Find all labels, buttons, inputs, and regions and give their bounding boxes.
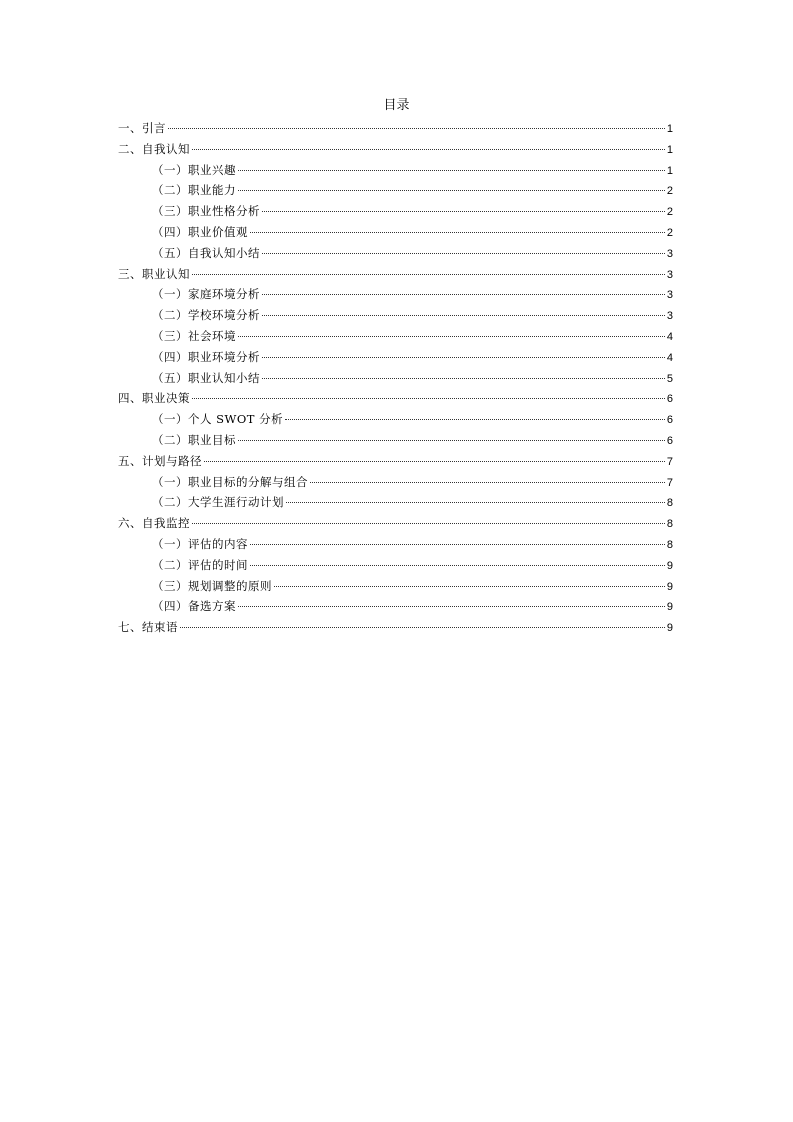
toc-entry-label: 一、引言: [118, 121, 166, 135]
toc-entry-page-number: 2: [666, 226, 673, 239]
toc-entry-page-number: 8: [666, 518, 673, 531]
toc-entry[interactable]: [118, 472, 673, 493]
toc-entry[interactable]: [118, 430, 673, 451]
toc-dot-leader: [250, 565, 665, 566]
toc-dot-leader: [238, 606, 665, 607]
toc-entry-page-number: 2: [666, 206, 673, 219]
toc-entry[interactable]: [118, 388, 673, 409]
toc-title: 目录: [383, 98, 410, 113]
toc-entry-page-number: 3: [666, 268, 673, 281]
toc-dot-leader: [238, 336, 665, 337]
toc-entry-page-number: 3: [666, 289, 673, 302]
toc-dot-leader: [310, 482, 665, 483]
toc-entry[interactable]: [118, 222, 673, 243]
toc-entry[interactable]: [118, 409, 673, 430]
toc-dot-leader: [192, 523, 665, 524]
toc-entry-page-number: 6: [666, 414, 673, 427]
toc-entry[interactable]: [118, 534, 673, 555]
toc-entry-label: （四）职业价值观: [152, 224, 248, 239]
toc-entry[interactable]: [118, 118, 673, 139]
toc-dot-leader: [274, 586, 665, 587]
toc-dot-leader: [262, 253, 665, 254]
toc-entry[interactable]: [118, 451, 673, 472]
toc-entry-label: （一）职业目标的分解与组合: [152, 474, 308, 489]
toc-entry-label: （二）职业能力: [152, 183, 236, 198]
toc-dot-leader: [238, 440, 665, 441]
toc-dot-leader: [250, 544, 665, 545]
toc-entry-label: 四、职业决策: [118, 391, 190, 406]
toc-entry-page-number: 5: [666, 372, 673, 385]
toc-entry[interactable]: [118, 264, 673, 285]
toc-entry-label: （三）规划调整的原则: [152, 578, 272, 593]
toc-entry-label: （二）学校环境分析: [152, 308, 260, 323]
toc-entry[interactable]: [118, 513, 673, 534]
toc-entry[interactable]: [118, 305, 673, 326]
toc-entry[interactable]: [118, 201, 673, 222]
toc-entry-page-number: 2: [666, 185, 673, 198]
toc-entry-page-number: 1: [666, 143, 673, 156]
toc-entry-label: （五）职业认知小结: [152, 370, 260, 385]
toc-entry-page-number: 1: [666, 123, 673, 135]
toc-entry[interactable]: [118, 492, 673, 513]
toc-entry[interactable]: [118, 368, 673, 389]
toc-entry[interactable]: [118, 347, 673, 368]
toc-entry[interactable]: [118, 160, 673, 181]
toc-entry-label: （一）评估的内容: [152, 536, 248, 551]
toc-entry[interactable]: [118, 243, 673, 264]
toc-dot-leader: [285, 419, 665, 420]
toc-dot-leader: [262, 357, 665, 358]
toc-dot-leader: [262, 378, 665, 379]
toc-dot-leader: [250, 232, 665, 233]
toc-dot-leader: [168, 128, 665, 129]
toc-entry-label: （二）职业目标: [152, 432, 236, 447]
toc-entry-page-number: 3: [666, 247, 673, 260]
toc-entry-label: （一）个人 SWOT 分析: [152, 412, 284, 427]
toc-entry[interactable]: [118, 139, 673, 160]
toc-entry-page-number: 3: [666, 310, 673, 323]
toc-dot-leader: [204, 461, 665, 462]
toc-entry-page-number: 6: [666, 393, 673, 406]
toc-entry-page-number: 9: [666, 580, 673, 593]
toc-entry-label: 三、职业认知: [118, 266, 190, 281]
toc-dot-leader: [262, 211, 665, 212]
toc-entry-label: （二）大学生涯行动计划: [152, 495, 284, 510]
toc-entry[interactable]: [118, 284, 673, 305]
toc-entry-label: 二、自我认知: [118, 141, 190, 156]
toc-entry-label: （五）自我认知小结: [152, 245, 260, 260]
toc-entry-label: （三）社会环境: [152, 328, 236, 343]
toc-entry-label: （四）备选方案: [152, 599, 236, 614]
toc-entry-page-number: 7: [666, 476, 673, 489]
toc-entry[interactable]: [118, 596, 673, 617]
toc-entry[interactable]: [118, 555, 673, 576]
toc-dot-leader: [238, 170, 665, 171]
toc-dot-leader: [286, 502, 665, 503]
toc-dot-leader: [262, 294, 665, 295]
toc-entry-page-number: 9: [666, 601, 673, 614]
toc-entry-label: 五、计划与路径: [118, 453, 202, 468]
toc-dot-leader: [180, 627, 665, 628]
toc-entry-page-number: 4: [666, 330, 673, 343]
toc-entry-label: 七、结束语: [118, 620, 178, 635]
toc-entry-page-number: 1: [666, 164, 673, 177]
toc-entry[interactable]: [118, 576, 673, 597]
toc-dot-leader: [192, 149, 665, 150]
toc-entry-label: （一）家庭环境分析: [152, 287, 260, 302]
toc-entry-page-number: 8: [666, 538, 673, 551]
toc-entry-page-number: 6: [666, 434, 673, 447]
toc-entry[interactable]: [118, 617, 673, 638]
table-of-contents: [118, 118, 673, 638]
toc-dot-leader: [262, 315, 665, 316]
toc-entry-label: （三）职业性格分析: [152, 204, 260, 219]
toc-entry-page-number: 7: [666, 455, 673, 468]
toc-dot-leader: [192, 398, 665, 399]
toc-entry-label: （二）评估的时间: [152, 557, 248, 572]
toc-entry-label: （一）职业兴趣: [152, 162, 236, 177]
toc-entry-page-number: 4: [666, 351, 673, 364]
toc-entry[interactable]: [118, 326, 673, 347]
toc-entry-page-number: 8: [666, 497, 673, 510]
toc-dot-leader: [192, 274, 665, 275]
toc-entry-page-number: 9: [666, 622, 673, 635]
toc-entry[interactable]: [118, 180, 673, 201]
toc-entry-label: （四）职业环境分析: [152, 349, 260, 364]
toc-entry-label: 六、自我监控: [118, 516, 190, 531]
toc-dot-leader: [238, 190, 665, 191]
toc-entry-page-number: 9: [666, 559, 673, 572]
